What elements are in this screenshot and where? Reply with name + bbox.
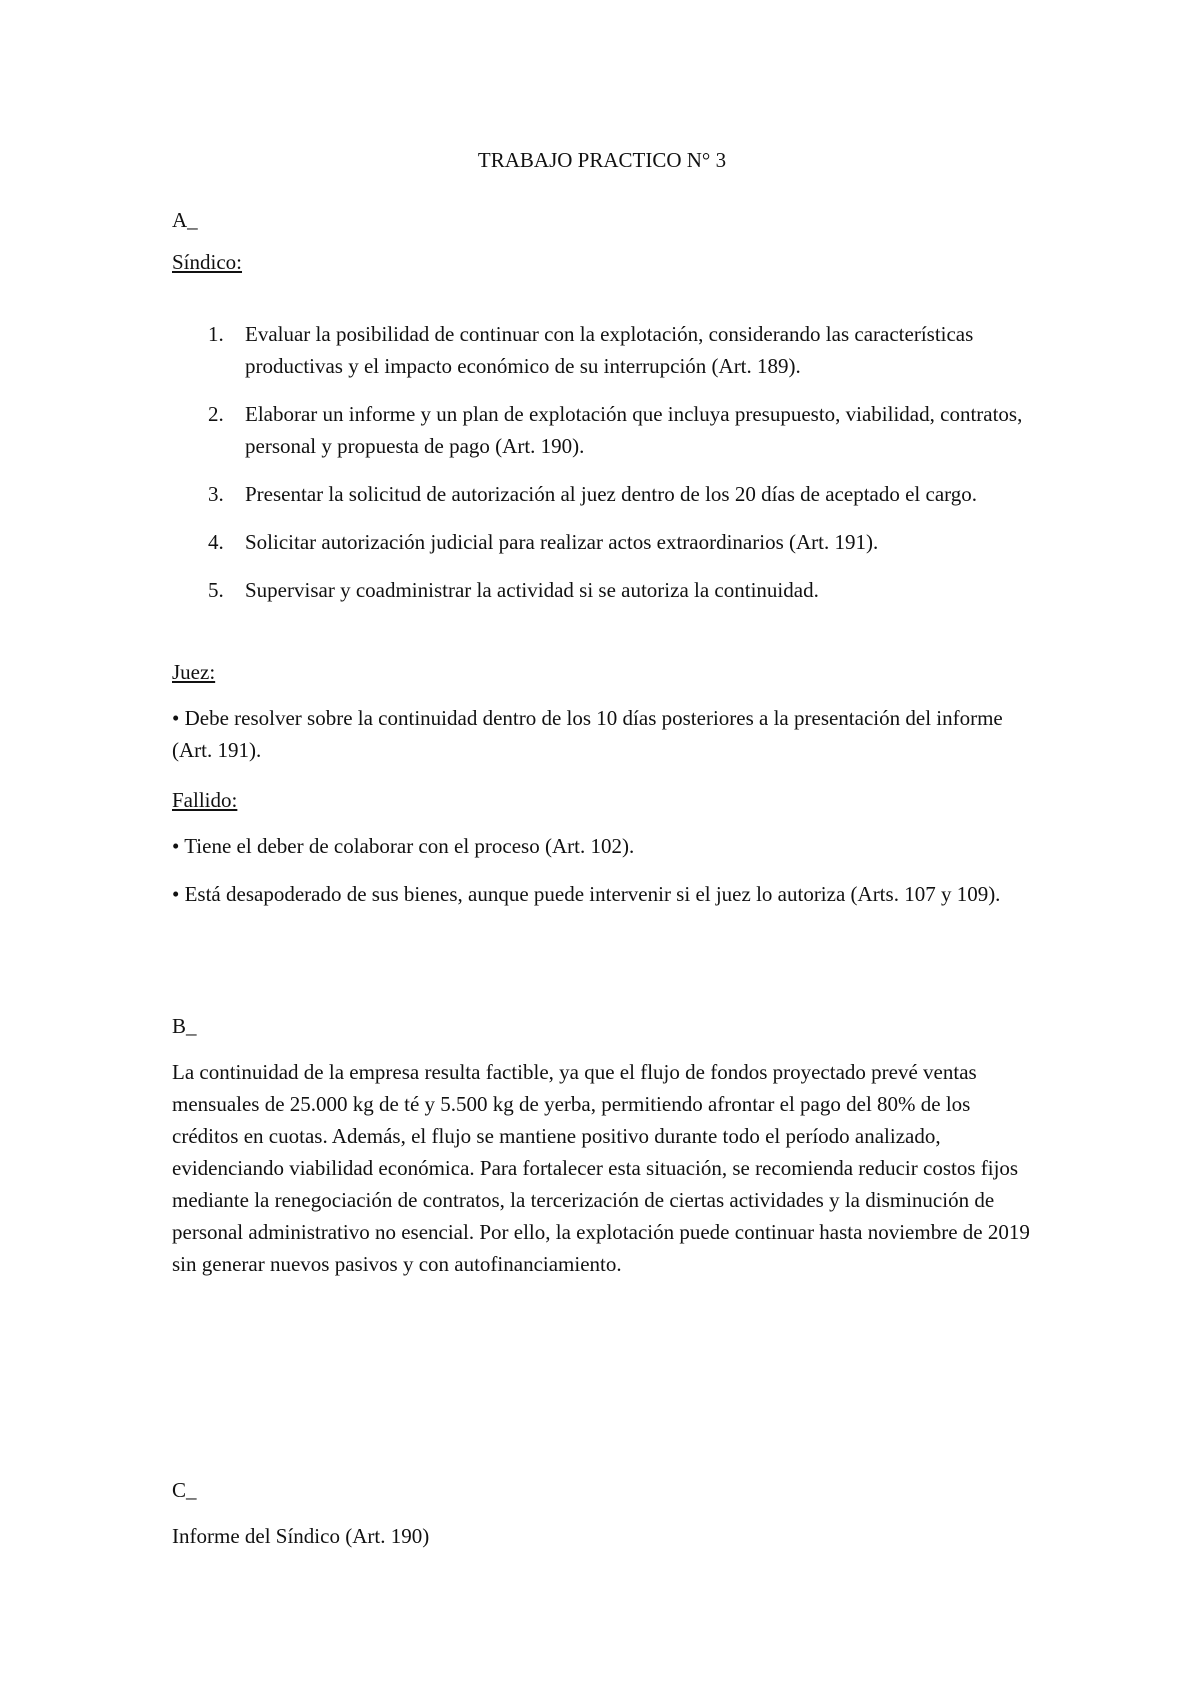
list-item-number: 4. <box>208 530 224 554</box>
list-item-text: Evaluar la posibilidad de continuar con la explotación, considerando las características productivas y el impacto económico de su interrupción (Art. 189). <box>245 322 974 378</box>
juez-label: Juez: <box>172 660 216 684</box>
list-item <box>172 478 1032 510</box>
document-page <box>172 0 1032 1696</box>
juez-bullet: • Debe resolver sobre la continuidad dentro de los 10 días posteriores a la presentación del informe (Art. 191). <box>172 706 1003 762</box>
fallido-bullet: • Está desapoderado de sus bienes, aunque puede intervenir si el juez lo autoriza (Arts. 107 y 109). <box>172 882 1001 906</box>
section-c-heading: C_ <box>172 1478 197 1502</box>
list-item-number: 5. <box>208 578 224 602</box>
sindico-label: Síndico: <box>172 250 243 274</box>
fallido-label: Fallido: <box>172 788 238 812</box>
list-item-number: 3. <box>208 482 224 506</box>
list-item-text: Elaborar un informe y un plan de explotación que incluya presupuesto, viabilidad, contratos, personal y propuesta de pago (Art. 190). <box>245 402 1023 458</box>
list-item <box>172 574 1032 606</box>
section-b-paragraph: La continuidad de la empresa resulta factible, ya que el flujo de fondos proyectado prevé ventas mensuales de 25.000 kg de té y 5.500 kg de yerba, permitiendo afrontar el pago del 80% de los créditos en cuotas. Además, el flujo se mantiene positivo durante todo el período analizado, evidenciando viabilidad económica. Para fortalecer esta situación, se recomienda reducir costos fijos mediante la renegociación de contratos, la tercerización de ciertas actividades y la disminución de personal administrativo no esencial. Por ello, la explotación puede continuar hasta noviembre de 2019 sin generar nuevos pasivos y con autofinanciamiento. <box>172 1060 1030 1276</box>
sindico-list <box>172 318 1032 622</box>
page-title: TRABAJO PRACTICO N° 3 <box>477 148 727 172</box>
list-item-number: 2. <box>208 402 224 426</box>
section-c-line: Informe del Síndico (Art. 190) <box>172 1524 430 1548</box>
list-item <box>172 526 1032 558</box>
section-b-heading: B_ <box>172 1014 197 1038</box>
section-a-heading: A_ <box>172 208 198 232</box>
list-item-text: Solicitar autorización judicial para realizar actos extraordinarios (Art. 191). <box>245 530 879 554</box>
list-item-text: Supervisar y coadministrar la actividad si se autoriza la continuidad. <box>245 578 819 602</box>
list-item-text: Presentar la solicitud de autorización al juez dentro de los 20 días de aceptado el cargo. <box>245 482 978 506</box>
list-item-number: 1. <box>208 322 224 346</box>
fallido-bullet: • Tiene el deber de colaborar con el proceso (Art. 102). <box>172 834 635 858</box>
list-item <box>172 398 1032 462</box>
list-item <box>172 318 1032 382</box>
